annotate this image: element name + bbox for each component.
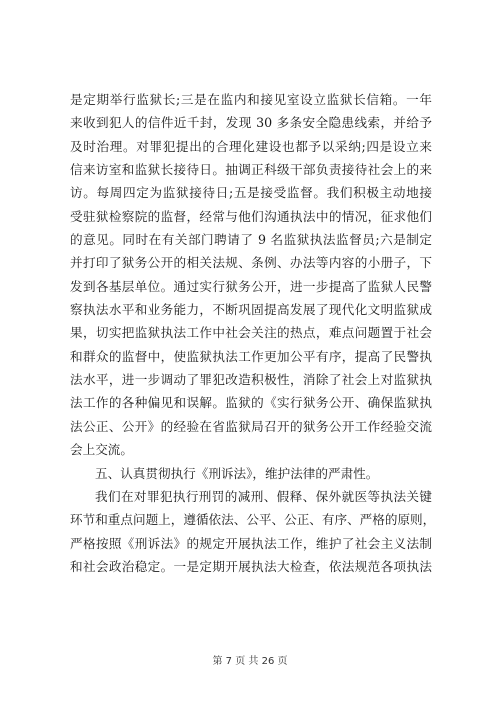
- text-line: 法水平，进一步调动了罪犯改造积极性，消除了社会上对监狱执: [70, 372, 432, 388]
- text-line: 及时治理。对罪犯提出的合理化建设也都予以采纳;四是设立来: [70, 138, 432, 154]
- text-line: 我们在对罪犯执行刑罚的减刑、假释、保外就医等执法关键: [95, 488, 432, 504]
- text-line: 和群众的监督中，使监狱执法工作更加公平有序，提高了民警执: [70, 348, 432, 364]
- text-line: 和社会政治稳定。一是定期开展执法大检查，依法规范各项执法: [70, 558, 432, 574]
- text-line: 并打印了狱务公开的相关法规、条例、办法等内容的小册子，下: [70, 255, 432, 271]
- text-line: 法公正、公开》的经验在省监狱局召开的狱务公开工作经验交流: [70, 418, 432, 434]
- page-footer: 第 7 页 共 26 页: [212, 656, 288, 667]
- text-line: 来收到犯人的信件近千封，发现 30 多条安全隐患线索，并给予: [70, 115, 432, 131]
- text-line: 果，切实把监狱执法工作中社会关注的热点，难点问题置于社会: [70, 325, 432, 341]
- text-line: 察执法水平和业务能力，不断巩固提高发展了现代化文明监狱成: [70, 302, 432, 318]
- text-line: 访。每周四定为监狱接待日;五是接受监督。我们积极主动地接: [70, 185, 432, 201]
- text-line: 严格按照《刑诉法》的规定开展执法工作，维护了社会主义法制: [70, 535, 432, 551]
- text-line: 的意见。同时在有关部门聘请了 9 名监狱执法监督员;六是制定: [70, 232, 432, 248]
- text-line: 环节和重点问题上，遵循依法、公平、公正、有序、严格的原则，: [70, 512, 436, 528]
- text-line: 会上交流。: [70, 442, 133, 458]
- text-line: 信来访室和监狱长接待日。抽调正科级干部负责接待社会上的来: [70, 162, 432, 178]
- text-line: 是定期举行监狱长;三是在监内和接见室设立监狱长信箱。一年: [70, 92, 432, 107]
- body-text: [70, 88, 436, 578]
- text-line: 受驻狱检察院的监督，经常与他们沟通执法中的情况，征求他们: [70, 208, 432, 224]
- section-heading: 五、认真贯彻执行《刑诉法》，维护法律的严肃性。: [95, 465, 379, 481]
- text-line: 法工作的各种偏见和误解。监狱的《实行狱务公开、确保监狱执: [70, 395, 432, 411]
- text-line: 发到各基层单位。通过实行狱务公开，进一步提高了监狱人民警: [70, 278, 432, 294]
